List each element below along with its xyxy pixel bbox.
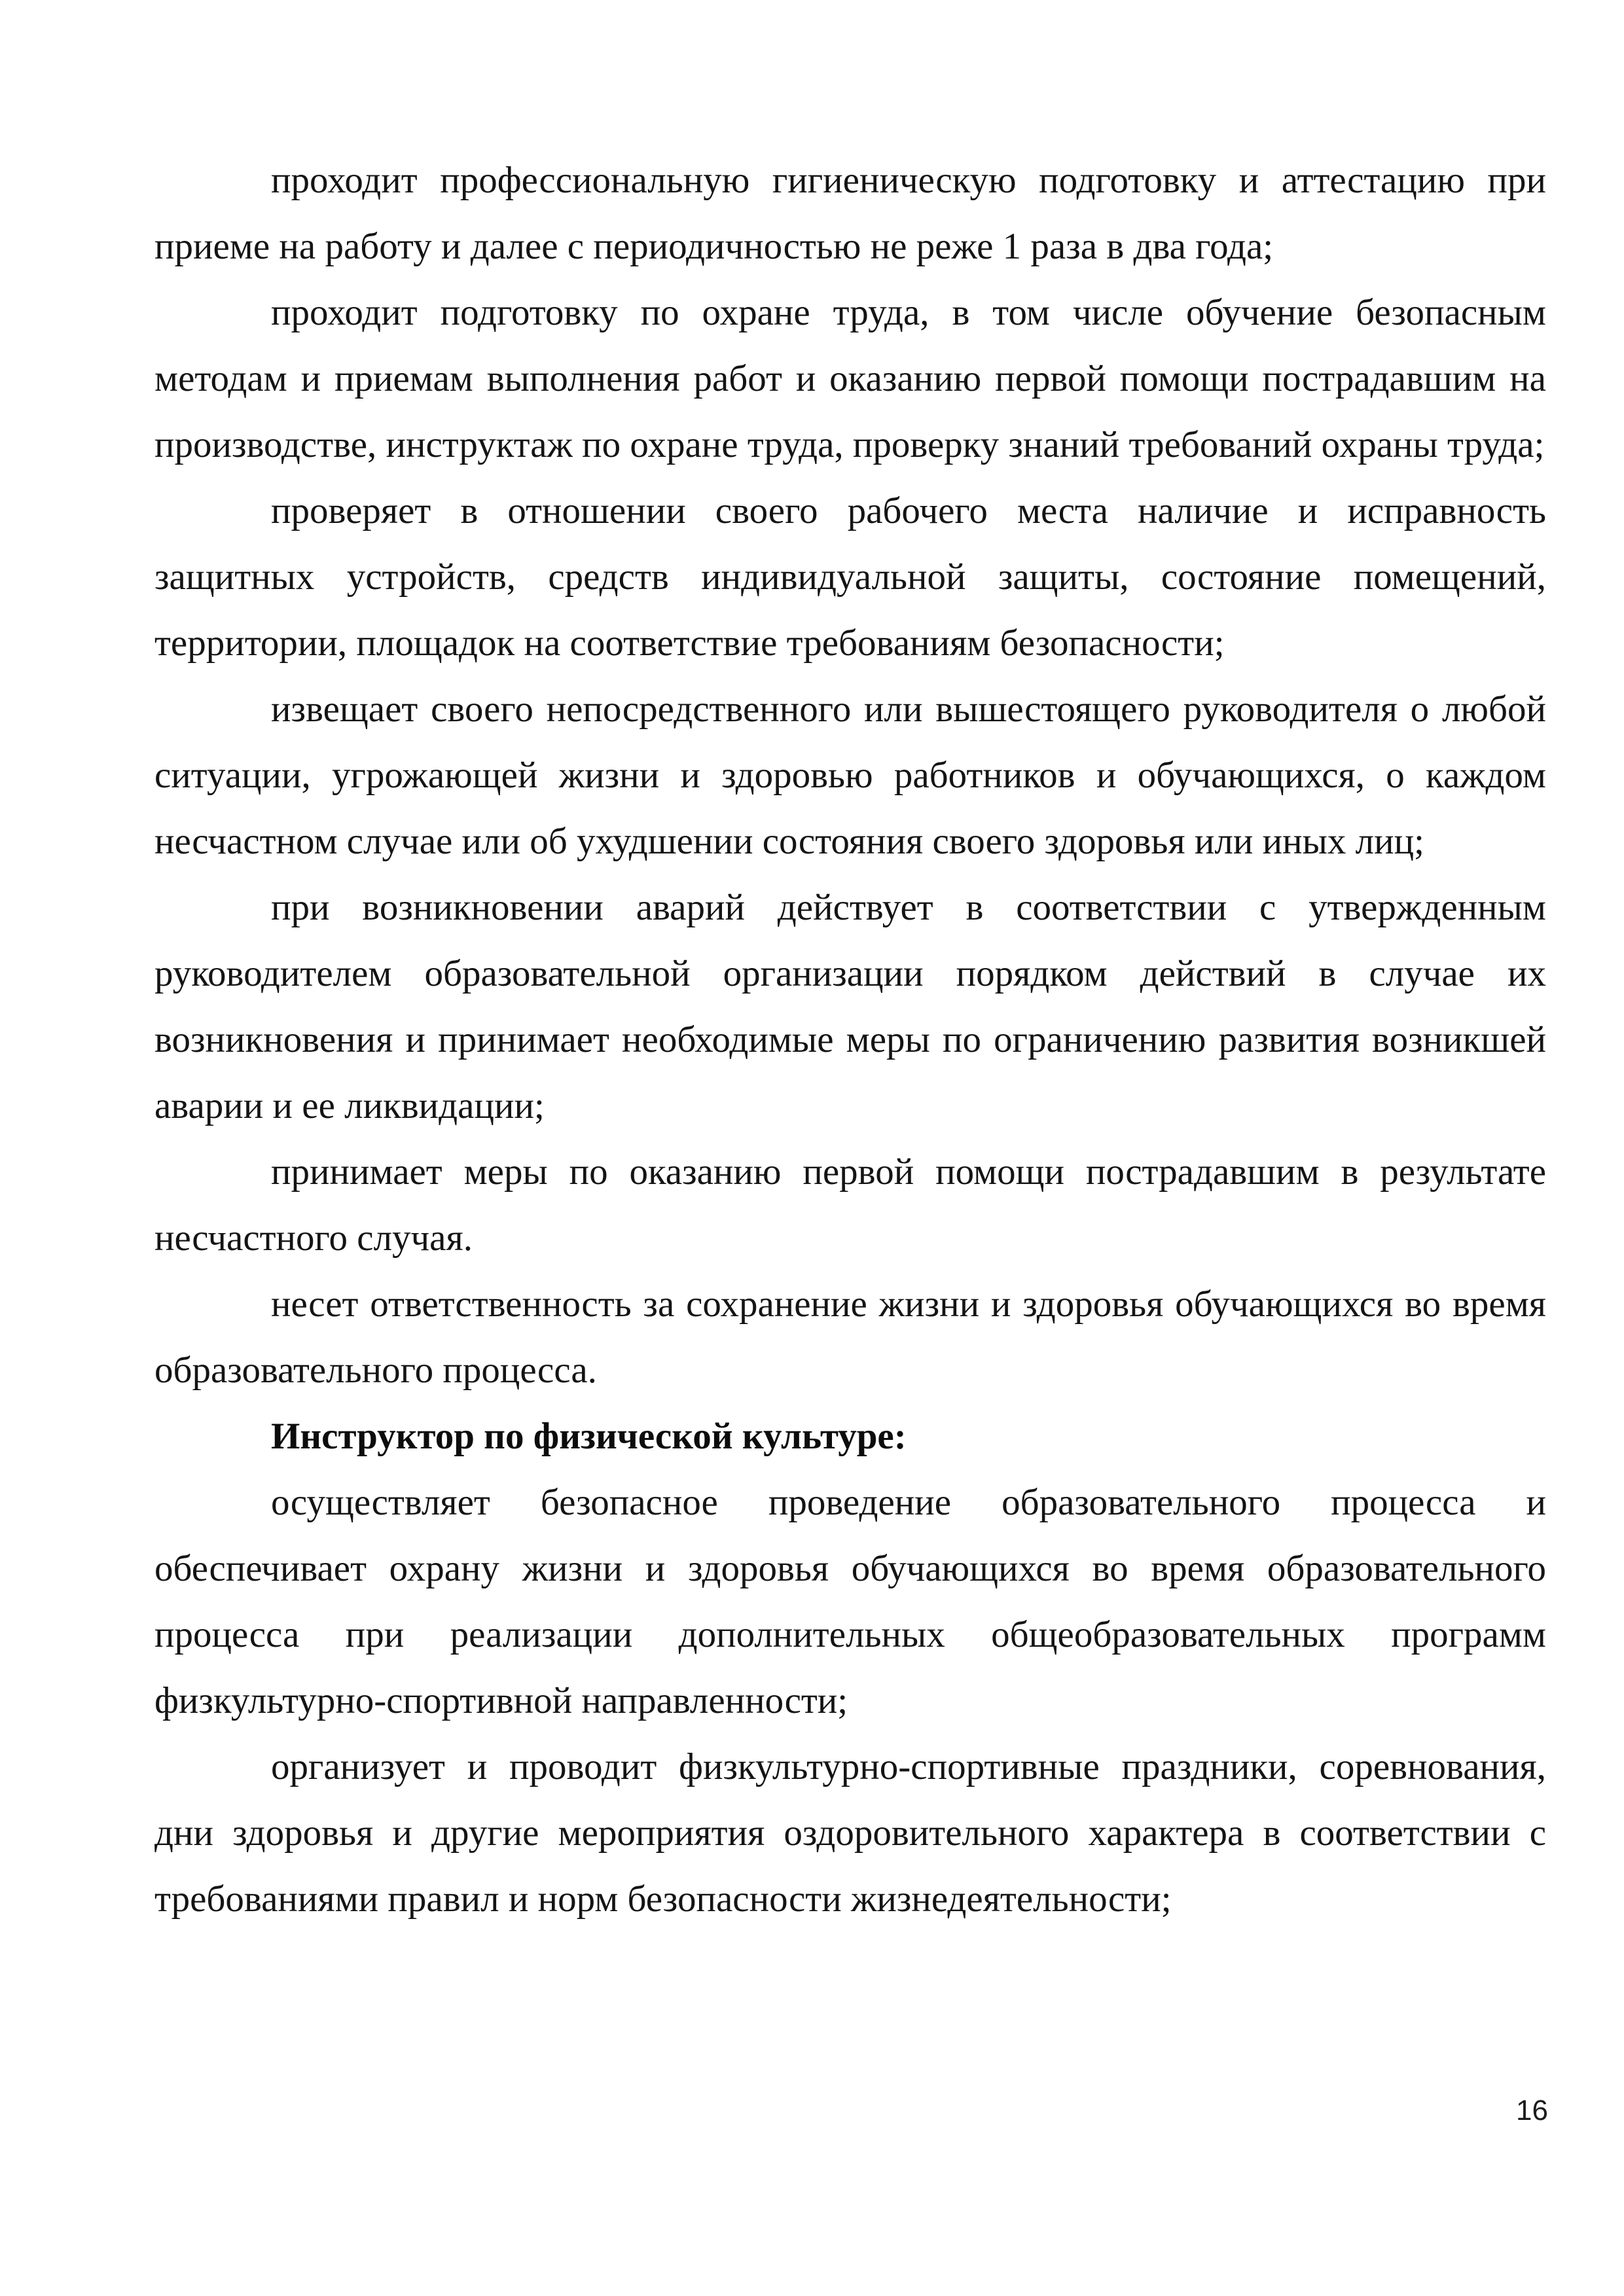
paragraph-hygiene-training: проходит профессиональную гигиеническую подготовку и аттестацию при приеме на работу и далее с периодичностью не реже 1 раза в два года; <box>154 160 1546 267</box>
paragraph-labor-safety-training: проходит подготовку по охране труда, в том числе обучение безопасным методам и приемам выполнения работ и оказанию первой помощи пострадавшим на производстве, инструктаж по охране труда, проверку знаний требований охраны труда; <box>154 292 1546 465</box>
paragraph-first-aid: принимает меры по оказанию первой помощи пострадавшим в результате несчастного случая. <box>154 1151 1546 1259</box>
paragraph-notify-supervisor: извещает своего непосредственного или вышестоящего руководителя о любой ситуации, угрожающей жизни и здоровью работников и обучающихся, о каждом несчастном случае или об ухудшении состояния своего здоровья или иных лиц; <box>154 689 1546 862</box>
page-number: 16 <box>1516 2094 1548 2126</box>
section-heading: Инструктор по физической культуре: <box>271 1416 907 1457</box>
paragraph-responsibility: несет ответственность за сохранение жизни и здоровья обучающихся во время образовательного процесса. <box>154 1283 1546 1391</box>
paragraph-emergency-actions: при возникновении аварий действует в соответствии с утвержденным руководителем образовательной организации порядком действий в случае их возникновения и принимает необходимые меры по ограничению развития возникшей аварии и ее ликвидации; <box>154 887 1546 1126</box>
paragraph-safe-process: осуществляет безопасное проведение образовательного процесса и обеспечивает охрану жизни и здоровья обучающихся во время образовательного процесса при реализации дополнительных общеобразовательных программ физкультурно-спортивной направленности; <box>154 1482 1546 1721</box>
body-text <box>154 147 1546 1932</box>
paragraph-sports-events: организует и проводит физкультурно-спортивные праздники, соревнования, дни здоровья и другие мероприятия оздоровительного характера в соответствии с требованиями правил и норм безопасности жизнедеятельности; <box>154 1746 1546 1920</box>
paragraph-workplace-check: проверяет в отношении своего рабочего места наличие и исправность защитных устройств, средств индивидуальной защиты, состояние помещений, территории, площадок на соответствие требованиям безопасности; <box>154 490 1546 664</box>
